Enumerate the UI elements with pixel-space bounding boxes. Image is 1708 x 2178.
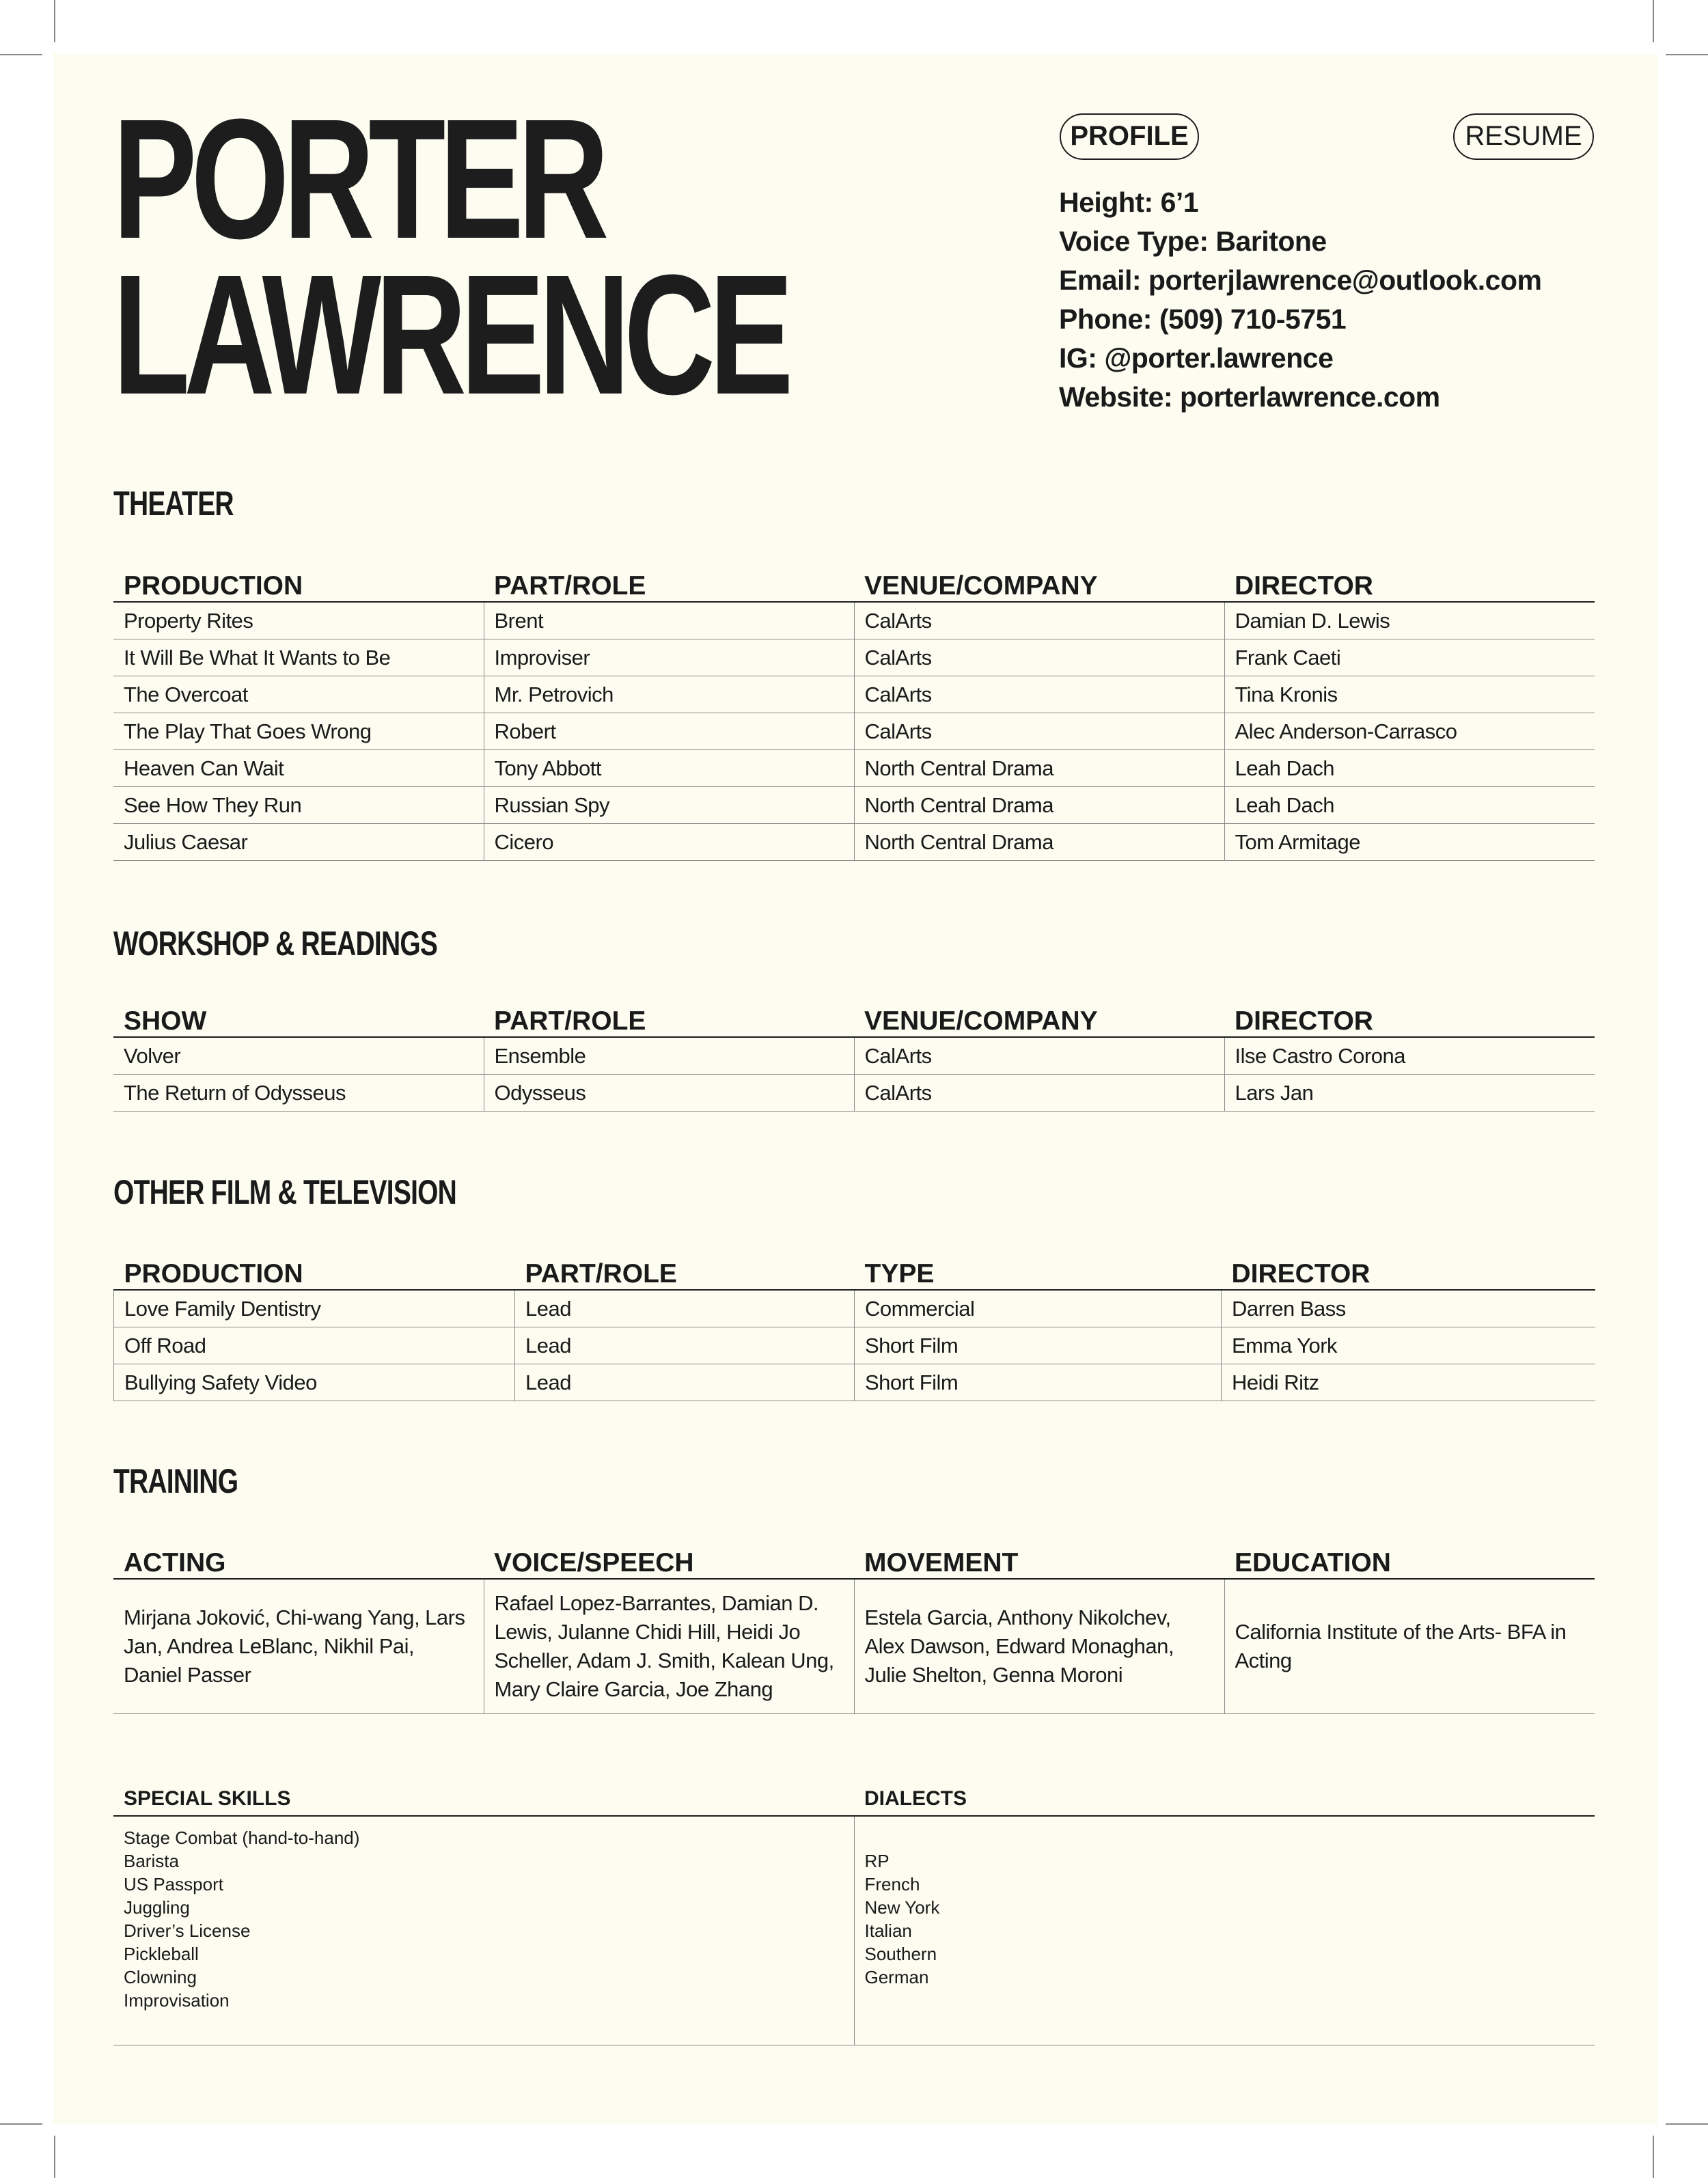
table-cell: Love Family Dentistry [114, 1290, 515, 1327]
column-header: DIRECTOR [1222, 1255, 1595, 1290]
skills-table [113, 1782, 1595, 2045]
column-header: PRODUCTION [114, 1255, 515, 1290]
crop-mark [0, 2123, 42, 2125]
table-cell: Darren Bass [1222, 1290, 1595, 1327]
table-cell: Volver [113, 1037, 484, 1075]
training-heading: TRAINING [113, 1462, 238, 1500]
column-header: SHOW [113, 1002, 484, 1037]
column-header: VENUE/COMPANY [854, 567, 1224, 602]
table-cell: Ilse Castro Corona [1224, 1037, 1595, 1075]
table-cell: Odysseus [484, 1075, 854, 1112]
list-item: Italian [864, 1920, 912, 1941]
table-row [113, 1037, 1595, 1075]
dialects-list [865, 1849, 1595, 1989]
column-header: VENUE/COMPANY [854, 1002, 1224, 1037]
table-cell: CalArts [854, 713, 1224, 750]
list-item: German [864, 1967, 929, 1987]
table-cell: Tina Kronis [1224, 676, 1595, 713]
table-cell: Leah Dach [1224, 787, 1595, 824]
column-header: EDUCATION [1224, 1544, 1595, 1579]
table-cell: Heaven Can Wait [113, 750, 484, 787]
resume-button[interactable]: RESUME [1453, 113, 1594, 160]
dialects-cell [854, 1816, 1595, 2045]
column-header: PRODUCTION [113, 567, 484, 602]
column-header: TYPE [855, 1255, 1222, 1290]
table-cell: Lead [515, 1327, 855, 1364]
table-row [113, 750, 1595, 787]
list-item: French [864, 1874, 920, 1894]
crop-mark [54, 0, 55, 42]
training-table [113, 1544, 1595, 1714]
table-cell: CalArts [854, 676, 1224, 713]
list-item: Clowning [124, 1967, 197, 1987]
table-cell: Short Film [855, 1327, 1222, 1364]
column-header: PART/ROLE [515, 1255, 855, 1290]
column-header: VOICE/SPEECH [484, 1544, 854, 1579]
email-text: Email: porterjlawrence@outlook.com [1059, 264, 1542, 296]
last-name: LAWRENCE [113, 239, 788, 430]
movement-teachers: Estela Garcia, Anthony Nikolchev, Alex Dawson, Edward Monaghan, Julie Shelton, Genna Moroni [854, 1579, 1224, 1714]
film-heading: OTHER FILM & TELEVISION [113, 1173, 457, 1211]
column-header: DIRECTOR [1224, 1002, 1595, 1037]
crop-mark [1653, 2136, 1654, 2178]
table-cell: Robert [484, 713, 854, 750]
table-row [113, 639, 1595, 676]
special-skills-list [124, 1826, 854, 2012]
table-cell: The Play That Goes Wrong [113, 713, 484, 750]
table-cell: Tony Abbott [484, 750, 854, 787]
table-cell: Leah Dach [1224, 750, 1595, 787]
table-cell: Cicero [484, 824, 854, 861]
table-cell: Short Film [855, 1364, 1222, 1401]
table-cell: The Return of Odysseus [113, 1075, 484, 1112]
list-item: Juggling [124, 1897, 190, 1918]
education-text: California Institute of the Arts- BFA in Acting [1224, 1579, 1595, 1714]
table-cell: Improviser [484, 639, 854, 676]
table-cell: Ensemble [484, 1037, 854, 1075]
table-cell: Emma York [1222, 1327, 1595, 1364]
table-cell: Mr. Petrovich [484, 676, 854, 713]
crop-mark [1666, 54, 1708, 55]
list-item: New York [864, 1897, 940, 1918]
first-name: PORTER [113, 83, 603, 274]
table-cell: Tom Armitage [1224, 824, 1595, 861]
table-cell: Alec Anderson-Carrasco [1224, 713, 1595, 750]
voice-type-text: Voice Type: Baritone [1059, 225, 1327, 257]
table-row [113, 824, 1595, 861]
table-cell: Property Rites [113, 602, 484, 639]
table-cell: CalArts [854, 602, 1224, 639]
table-row [114, 1327, 1595, 1364]
column-header: ACTING [113, 1544, 484, 1579]
table-row [113, 602, 1595, 639]
table-cell: Heidi Ritz [1222, 1364, 1595, 1401]
table-row [114, 1364, 1595, 1401]
table-cell: The Overcoat [113, 676, 484, 713]
acting-teachers: Mirjana Joković, Chi-wang Yang, Lars Jan, Andrea LeBlanc, Nikhil Pai, Daniel Passer [113, 1579, 484, 1714]
special-skills-cell [113, 1816, 854, 2045]
phone-text: Phone: (509) 710-5751 [1059, 303, 1347, 335]
table-cell: Lead [515, 1290, 855, 1327]
table-cell: CalArts [854, 1075, 1224, 1112]
table-cell: Bullying Safety Video [114, 1364, 515, 1401]
table-row [113, 713, 1595, 750]
website-text: Website: porterlawrence.com [1059, 381, 1440, 413]
table-row [114, 1290, 1595, 1327]
table-cell: CalArts [854, 1037, 1224, 1075]
list-item: Southern [864, 1944, 937, 1964]
workshop-heading: WORKSHOP & READINGS [113, 924, 438, 963]
contact-info [1059, 183, 1606, 417]
height-text: Height: 6’1 [1059, 187, 1199, 218]
table-cell: North Central Drama [854, 787, 1224, 824]
crop-mark [0, 54, 42, 55]
table-cell: Brent [484, 602, 854, 639]
instagram-text: IG: @porter.lawrence [1059, 342, 1334, 374]
voice-teachers: Rafael Lopez-Barrantes, Damian D. Lewis, Julanne Chidi Hill, Heidi Jo Scheller, Adam J. Smith, Kalean Ung, Mary Claire Garcia, Joe Zhang [484, 1579, 854, 1714]
table-cell: It Will Be What It Wants to Be [113, 639, 484, 676]
table-cell: Damian D. Lewis [1224, 602, 1595, 639]
crop-mark [1666, 2123, 1708, 2125]
dialects-heading: DIALECTS [854, 1782, 1595, 1816]
column-header: MOVEMENT [854, 1544, 1224, 1579]
table-cell: Russian Spy [484, 787, 854, 824]
profile-button[interactable]: PROFILE [1060, 113, 1199, 160]
table-cell: See How They Run [113, 787, 484, 824]
page-title [113, 83, 788, 430]
list-item: US Passport [124, 1874, 223, 1894]
table-cell: Lars Jan [1224, 1075, 1595, 1112]
table-cell: Commercial [855, 1290, 1222, 1327]
table-cell: Off Road [114, 1327, 515, 1364]
table-cell: Lead [515, 1364, 855, 1401]
table-cell: Frank Caeti [1224, 639, 1595, 676]
list-item: Barista [124, 1851, 179, 1871]
film-table [113, 1255, 1595, 1401]
crop-mark [54, 2136, 55, 2178]
column-header: DIRECTOR [1224, 567, 1595, 602]
list-item: Improvisation [124, 1990, 230, 2011]
list-item: Driver’s License [124, 1920, 251, 1941]
table-row [113, 676, 1595, 713]
column-header: PART/ROLE [484, 567, 854, 602]
column-header: PART/ROLE [484, 1002, 854, 1037]
table-row [113, 787, 1595, 824]
table-row [113, 1579, 1595, 1714]
table-row [113, 1075, 1595, 1112]
theater-heading: THEATER [113, 484, 234, 523]
table-cell: CalArts [854, 639, 1224, 676]
theater-table [113, 567, 1595, 861]
table-cell: North Central Drama [854, 824, 1224, 861]
list-item: Pickleball [124, 1944, 199, 1964]
table-cell: North Central Drama [854, 750, 1224, 787]
special-skills-heading: SPECIAL SKILLS [113, 1782, 854, 1816]
list-item: RP [864, 1851, 890, 1871]
list-item: Stage Combat (hand-to-hand) [124, 1828, 360, 1848]
crop-mark [1653, 0, 1654, 42]
table-cell: Julius Caesar [113, 824, 484, 861]
workshop-table [113, 1002, 1595, 1112]
